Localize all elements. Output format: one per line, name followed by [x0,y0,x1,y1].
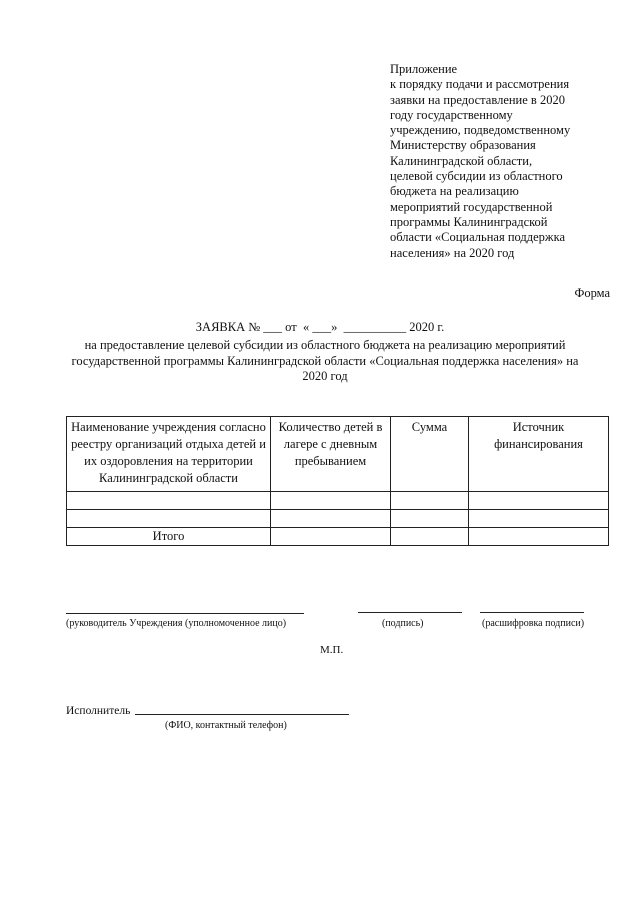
appendix-line: году государственному [390,107,513,122]
document-subtitle: на предоставление целевой субсидии из областного бюджета на реализацию мероприятий государственной программы Калининградской области «Социальная поддержка населения» на 2020 год [71,338,579,383]
table-cell [469,492,609,510]
head-signature-line [66,613,304,614]
table-row [67,510,609,528]
table-row [67,492,609,510]
head-caption: (руководитель Учреждения (уполномоченное лицо) [66,618,287,629]
appendix-line: Калининградской области, [390,153,533,168]
appendix-line: Приложение [390,62,458,76]
table-cell [391,492,469,510]
appendix-line: программы Калининградской [390,214,548,229]
appendix-line: Министерству образования [390,138,536,153]
table-cell [67,492,271,510]
appendix-line: заявки на предоставление в 2020 [390,92,565,107]
appendix-line: области «Социальная поддержка [390,230,565,245]
header-institution: Наименование учреждения согласно реестру организаций отдыха детей и их оздоровления на территории Калининградской области [67,417,271,492]
decode-caption: (расшифровка подписи) [482,618,585,629]
table-cell [271,528,391,546]
application-table [66,416,609,546]
table-cell [469,510,609,528]
appendix-line: к порядку подачи и рассмотрения [390,77,570,92]
appendix-block [390,62,600,261]
appendix-line: учреждению, подведомственному [390,123,571,138]
appendix-line: населения» на 2020 год [390,245,515,260]
signature-caption: (подпись) [382,618,424,629]
appendix-line: мероприятий государственной [390,199,553,214]
stamp-label: М.П. [320,644,344,656]
table-cell [469,528,609,546]
total-label: Итого [67,528,271,546]
signature-decode-line [480,612,584,613]
executor-line [135,714,349,715]
appendix-line: целевой субсидии из областного [390,169,563,184]
appendix-line: бюджета на реализацию [390,184,519,199]
header-funding-source: Источник финансирования [469,417,609,492]
signature-line [358,612,462,613]
table-cell [67,510,271,528]
executor-label: Исполнитель [66,705,131,717]
form-label: Форма [574,286,610,300]
table-cell [271,492,391,510]
table-cell [271,510,391,528]
document-title: ЗАЯВКА № ___ от « ___» __________ 2020 г. [195,320,445,334]
executor-caption: (ФИО, контактный телефон) [165,720,287,731]
table-header-row [67,417,609,492]
header-sum: Сумма [391,417,469,492]
table-cell [391,510,469,528]
table-total-row [67,528,609,546]
header-children-count: Количество детей в лагере с дневным пребыванием [271,417,391,492]
table-cell [391,528,469,546]
